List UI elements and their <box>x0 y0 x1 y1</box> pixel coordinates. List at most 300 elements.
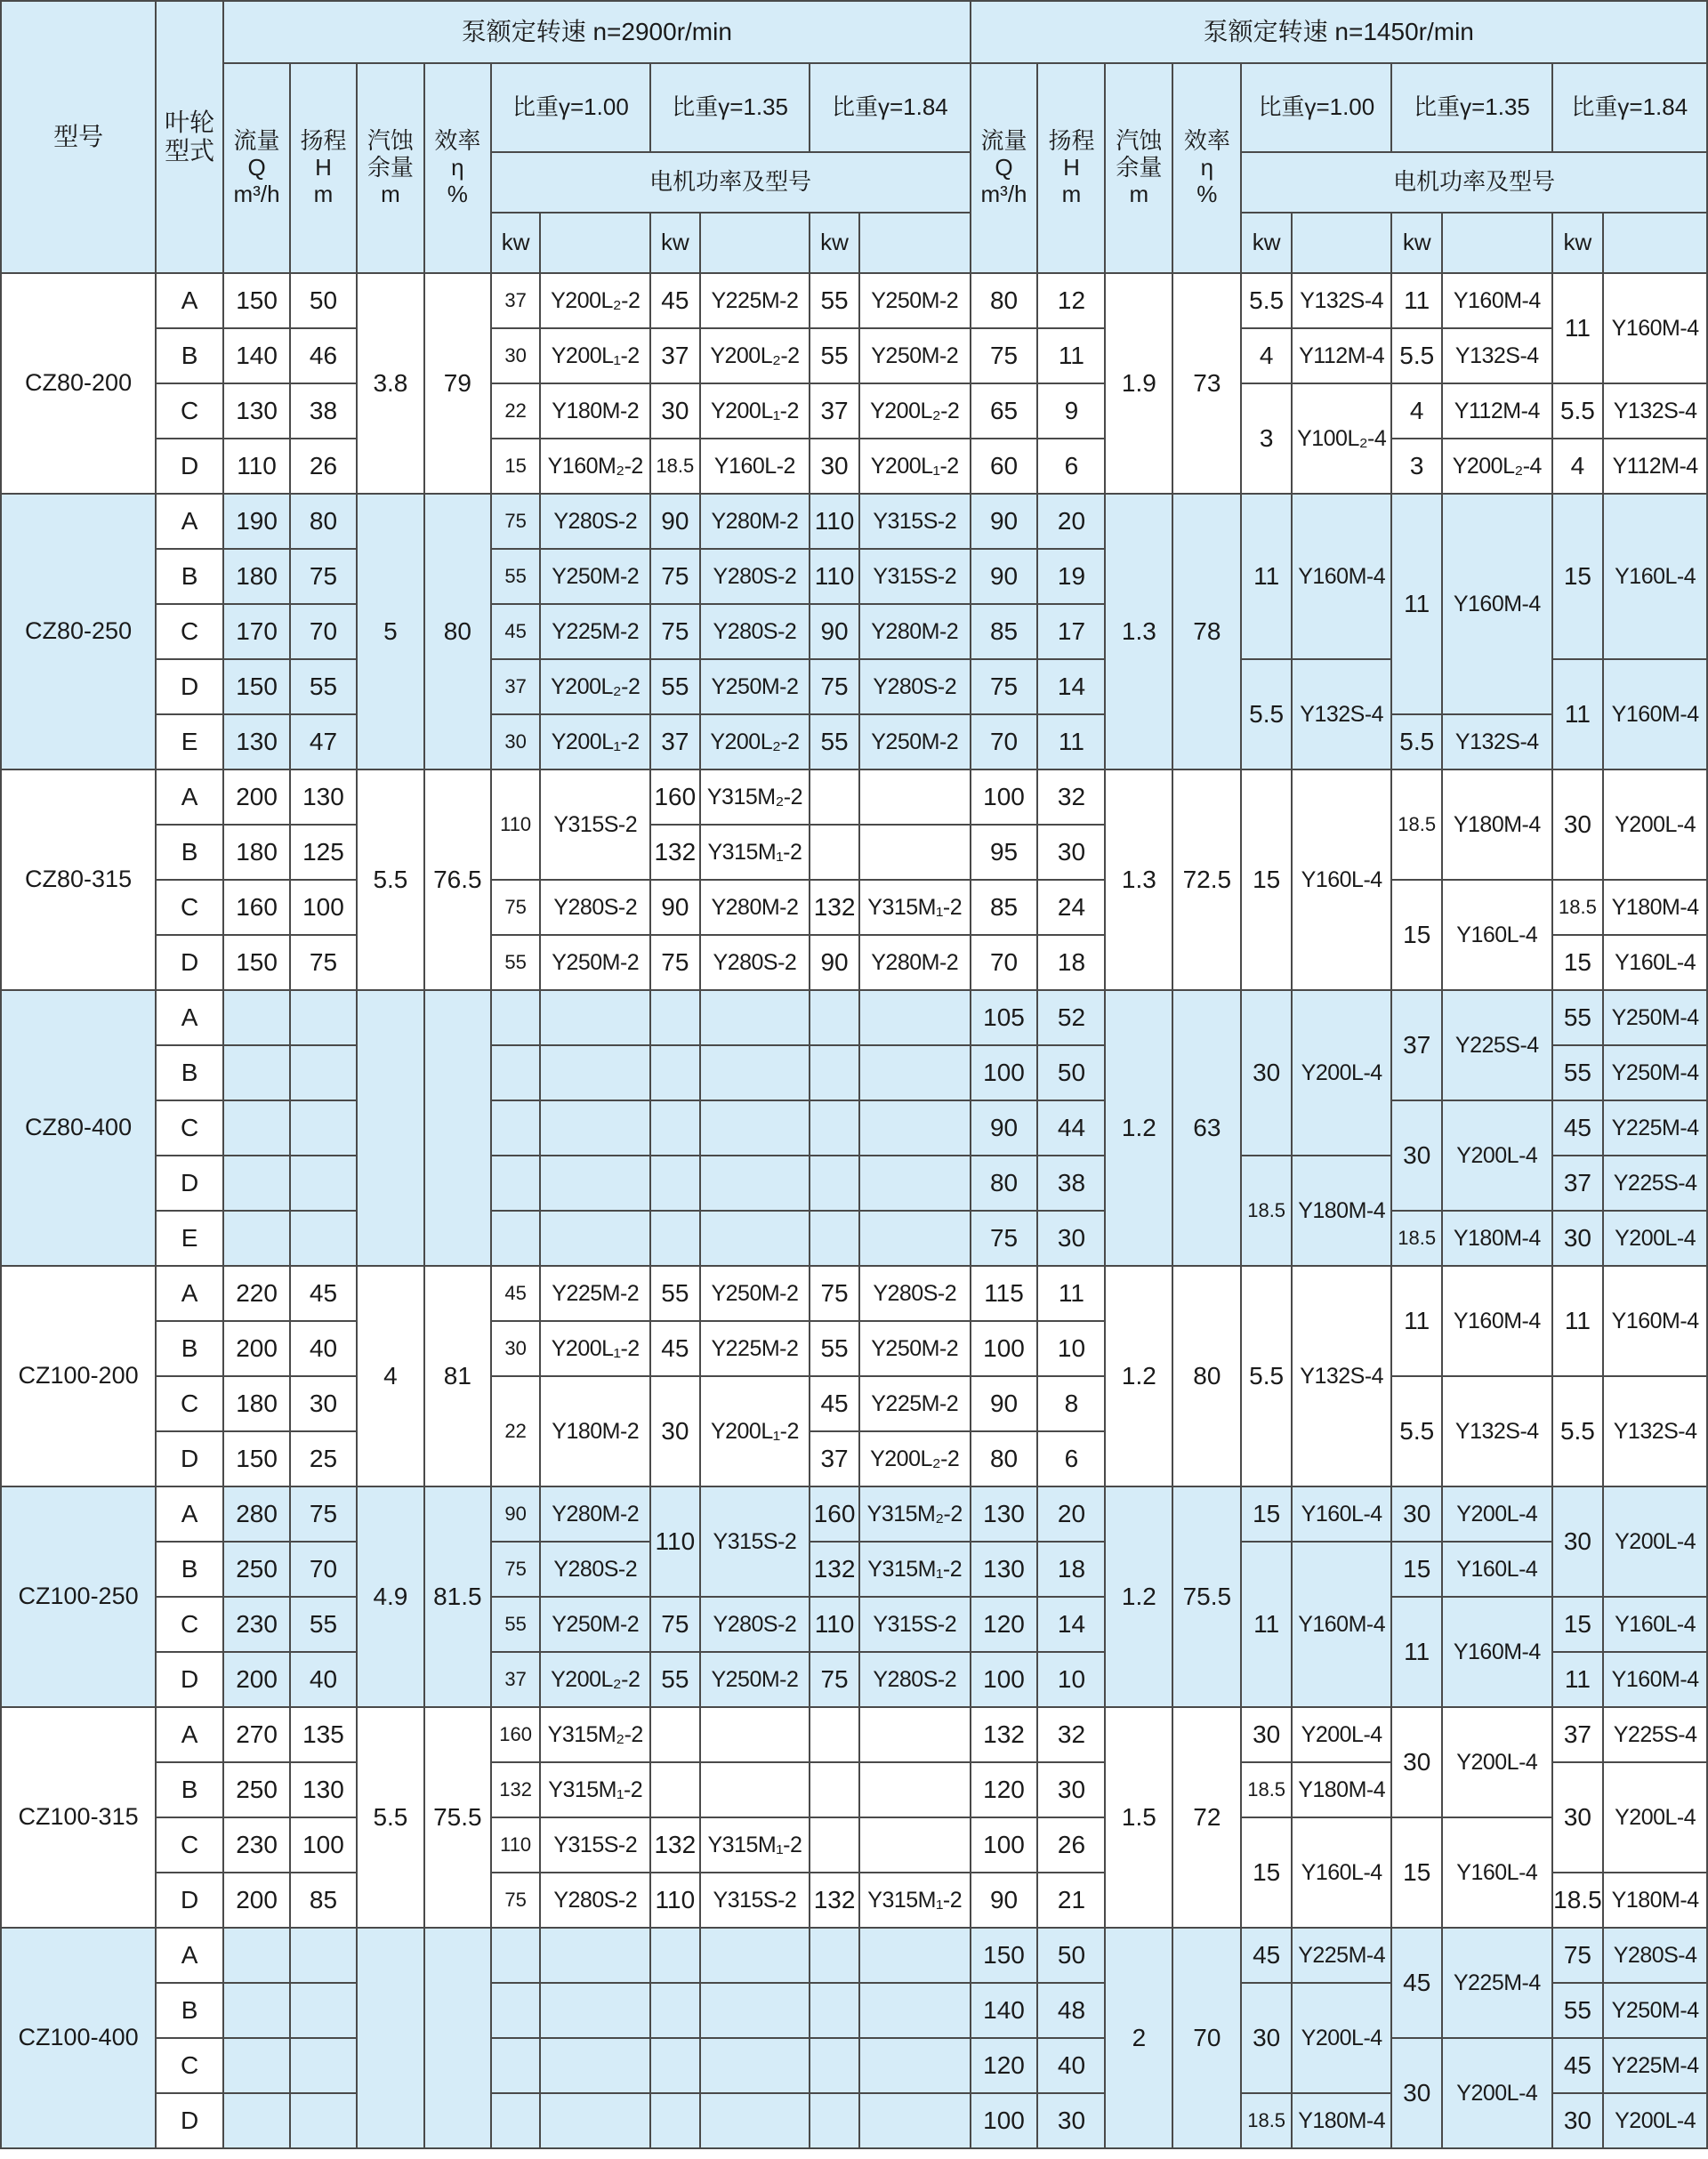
table-cell: 230 <box>223 1817 290 1873</box>
table-cell: 30 <box>491 714 541 769</box>
table-cell <box>859 1762 971 1817</box>
table-cell: D <box>156 1652 223 1707</box>
table-cell: 45 <box>810 1376 859 1431</box>
table-cell: 105 <box>971 990 1038 1045</box>
table-cell: Y250M-2 <box>700 1266 810 1321</box>
header-impeller-type: 叶轮 型式 <box>156 1 223 273</box>
table-cell: Y250M-2 <box>700 1652 810 1707</box>
table-cell: D <box>156 1873 223 1928</box>
table-cell: 75 <box>290 549 357 604</box>
header-motor: 电机功率及型号 <box>491 152 971 213</box>
table-cell: Y280M-2 <box>859 935 971 990</box>
table-cell: 130 <box>290 1762 357 1817</box>
table-cell: 18.5 <box>1241 2093 1292 2148</box>
table-cell: B <box>156 1983 223 2038</box>
table-cell: 55 <box>810 714 859 769</box>
table-cell: 150 <box>971 1928 1038 1983</box>
table-cell: 11 <box>1241 1542 1292 1707</box>
table-cell: Y180M-4 <box>1603 1873 1707 1928</box>
table-cell: Y160L-4 <box>1603 1597 1707 1652</box>
table-cell: 132 <box>810 880 859 935</box>
table-cell <box>700 1045 810 1100</box>
table-cell: 100 <box>971 1321 1038 1376</box>
table-cell: 1.3 <box>1105 769 1172 990</box>
table-cell: 4 <box>1552 439 1604 494</box>
table-cell: 75.5 <box>424 1707 491 1928</box>
table-cell: 90 <box>971 1100 1038 1156</box>
table-cell: Y280S-2 <box>540 494 650 549</box>
model-cell: CZ100-400 <box>1 1928 156 2148</box>
table-cell <box>491 1211 541 1266</box>
table-cell: 75 <box>290 935 357 990</box>
table-cell: 2 <box>1105 1928 1172 2148</box>
table-cell: Y225M-2 <box>859 1376 971 1431</box>
table-cell: 90 <box>971 494 1038 549</box>
table-cell: 55 <box>1552 990 1604 1045</box>
table-row <box>1 1486 1707 1542</box>
table-cell: 40 <box>1037 2038 1105 2093</box>
table-cell: 30 <box>1552 769 1604 880</box>
table-cell: 250 <box>223 1762 290 1817</box>
table-cell: 6 <box>1037 1431 1105 1486</box>
table-cell: 45 <box>1552 2038 1604 2093</box>
table-cell: 90 <box>971 1873 1038 1928</box>
table-cell: 70 <box>971 935 1038 990</box>
table-cell: 37 <box>650 328 700 383</box>
table-cell <box>491 1045 541 1100</box>
table-cell <box>223 2038 290 2093</box>
header-kw: kw <box>1241 213 1292 273</box>
table-cell: 5.5 <box>1241 659 1292 769</box>
table-cell: 110 <box>223 439 290 494</box>
table-cell: 3 <box>1391 439 1442 494</box>
table-cell: 30 <box>1037 2093 1105 2148</box>
table-cell: Y280S-2 <box>700 549 810 604</box>
table-cell: Y280M-2 <box>540 1486 650 1542</box>
table-cell: Y200L-4 <box>1292 1983 1391 2093</box>
table-cell: 63 <box>1172 990 1241 1266</box>
table-cell: 90 <box>971 1376 1038 1431</box>
table-cell <box>650 1211 700 1266</box>
table-cell: 81.5 <box>424 1486 491 1707</box>
table-cell: Y315M₂-2 <box>540 1707 650 1762</box>
table-row <box>1 990 1707 1045</box>
table-cell: 80 <box>971 1431 1038 1486</box>
table-cell: A <box>156 273 223 328</box>
group-cz100-400 <box>1 1928 1707 2148</box>
table-cell: Y200L₂-2 <box>700 714 810 769</box>
table-cell: Y200L-4 <box>1442 1486 1552 1542</box>
table-cell: 120 <box>971 2038 1038 2093</box>
table-cell <box>859 1045 971 1100</box>
table-cell: 45 <box>1391 1928 1442 2038</box>
table-cell: Y225M-2 <box>540 604 650 659</box>
table-cell: 9 <box>1037 383 1105 439</box>
table-cell: Y315S-2 <box>859 494 971 549</box>
table-cell: 20 <box>1037 1486 1105 1542</box>
table-cell <box>859 990 971 1045</box>
table-cell: Y160M-4 <box>1292 1542 1391 1707</box>
table-cell: 180 <box>223 1376 290 1431</box>
table-cell: 75 <box>650 935 700 990</box>
table-cell: Y315M₁-2 <box>700 1817 810 1873</box>
table-cell: 75 <box>1552 1928 1604 1983</box>
table-cell: 11 <box>1037 714 1105 769</box>
table-cell: 18.5 <box>1241 1762 1292 1817</box>
table-cell: 55 <box>491 935 541 990</box>
table-cell: 47 <box>290 714 357 769</box>
table-row <box>1 494 1707 549</box>
table-cell: 5.5 <box>1391 1376 1442 1486</box>
table-cell: 45 <box>290 1266 357 1321</box>
table-cell: A <box>156 1486 223 1542</box>
table-cell: 200 <box>223 1321 290 1376</box>
table-cell: 37 <box>810 1431 859 1486</box>
table-cell: Y112M-4 <box>1442 383 1552 439</box>
table-cell: Y280M-2 <box>700 494 810 549</box>
header-motor: 电机功率及型号 <box>1241 152 1707 213</box>
table-cell: 50 <box>1037 1928 1105 1983</box>
table-cell: Y280S-2 <box>859 1652 971 1707</box>
table-cell: Y225M-2 <box>700 1321 810 1376</box>
table-cell: 11 <box>1552 659 1604 769</box>
table-cell: 135 <box>290 1707 357 1762</box>
table-cell: Y250M-2 <box>859 273 971 328</box>
table-cell: 11 <box>1391 494 1442 714</box>
table-cell: 75 <box>810 659 859 714</box>
table-cell <box>290 1211 357 1266</box>
table-cell: 160 <box>650 769 700 825</box>
table-cell: Y315M₂-2 <box>700 769 810 825</box>
table-cell: Y180M-4 <box>1603 880 1707 935</box>
table-row <box>1 1376 1707 1431</box>
header-kw: kw <box>650 213 700 273</box>
table-cell <box>357 1928 424 2148</box>
table-cell <box>810 1211 859 1266</box>
table-cell: Y160M-4 <box>1603 1266 1707 1376</box>
table-cell <box>650 1100 700 1156</box>
table-cell: 55 <box>650 1266 700 1321</box>
table-cell: Y200L₂-2 <box>859 383 971 439</box>
table-cell: 160 <box>491 1707 541 1762</box>
header-sg-1-35: 比重γ=1.35 <box>1391 63 1551 152</box>
table-cell: 1.2 <box>1105 1266 1172 1486</box>
table-cell: 150 <box>223 1431 290 1486</box>
table-cell: 37 <box>810 383 859 439</box>
table-cell: Y160L-2 <box>700 439 810 494</box>
table-cell: 100 <box>971 1652 1038 1707</box>
table-cell: Y315S-2 <box>859 1597 971 1652</box>
table-cell: 75 <box>491 494 541 549</box>
table-cell: 19 <box>1037 549 1105 604</box>
table-cell: 11 <box>1552 1652 1604 1707</box>
table-row <box>1 769 1707 825</box>
table-cell: 10 <box>1037 1652 1105 1707</box>
table-cell: 100 <box>971 1045 1038 1100</box>
table-cell: 15 <box>1391 880 1442 990</box>
table-cell: 80 <box>971 273 1038 328</box>
table-cell: Y160M-4 <box>1442 1266 1552 1376</box>
table-cell: 230 <box>223 1597 290 1652</box>
table-cell <box>650 990 700 1045</box>
table-cell: 75 <box>491 1542 541 1597</box>
table-cell: 75 <box>650 1597 700 1652</box>
group-cz100-200 <box>1 1266 1707 1486</box>
table-cell: Y160M-4 <box>1442 273 1552 328</box>
table-cell: Y160L-4 <box>1442 1817 1552 1928</box>
table-cell: 8 <box>1037 1376 1105 1431</box>
table-cell: 100 <box>971 2093 1038 2148</box>
table-row <box>1 1211 1707 1266</box>
table-cell: Y200L₂-2 <box>859 1431 971 1486</box>
table-cell: Y315S-2 <box>700 1873 810 1928</box>
table-cell: D <box>156 2093 223 2148</box>
table-cell: C <box>156 1376 223 1431</box>
header-efficiency: 效率 η % <box>424 63 491 273</box>
table-cell: 70 <box>1172 1928 1241 2148</box>
table-cell <box>810 1156 859 1211</box>
table-cell <box>700 1707 810 1762</box>
table-cell: Y250M-2 <box>540 549 650 604</box>
table-cell: 75 <box>290 1486 357 1542</box>
table-row <box>1 880 1707 935</box>
table-cell: 132 <box>650 825 700 880</box>
table-cell: C <box>156 880 223 935</box>
table-cell: 125 <box>290 825 357 880</box>
table-cell: Y200L₂-2 <box>540 1652 650 1707</box>
table-cell: 30 <box>1241 990 1292 1156</box>
table-cell: 30 <box>810 439 859 494</box>
table-row <box>1 273 1707 328</box>
table-cell <box>859 769 971 825</box>
table-cell: Y225S-4 <box>1603 1707 1707 1762</box>
table-cell <box>223 1211 290 1266</box>
table-cell: 30 <box>1037 825 1105 880</box>
table-cell <box>810 1707 859 1762</box>
table-cell: 15 <box>1552 494 1604 659</box>
table-cell: 18.5 <box>1241 1156 1292 1266</box>
table-cell: Y200L-4 <box>1603 1211 1707 1266</box>
table-cell <box>491 1100 541 1156</box>
table-cell: 55 <box>1552 1983 1604 2038</box>
table-cell: 30 <box>1241 1983 1292 2093</box>
table-cell: 70 <box>971 714 1038 769</box>
table-cell <box>700 2093 810 2148</box>
table-cell: 110 <box>491 1817 541 1873</box>
table-cell: 11 <box>1391 1266 1442 1376</box>
table-cell <box>859 1707 971 1762</box>
table-row <box>1 1542 1707 1597</box>
table-cell <box>810 990 859 1045</box>
table-cell: Y200L-4 <box>1603 1486 1707 1597</box>
table-row <box>1 1100 1707 1156</box>
table-cell <box>290 2038 357 2093</box>
table-cell <box>290 1045 357 1100</box>
table-cell: 18 <box>1037 1542 1105 1597</box>
header-kw: kw <box>810 213 859 273</box>
table-cell: 75 <box>810 1652 859 1707</box>
table-cell <box>810 1817 859 1873</box>
table-cell <box>491 1983 541 2038</box>
table-cell <box>491 2038 541 2093</box>
table-cell: 110 <box>810 1597 859 1652</box>
table-cell: 180 <box>223 825 290 880</box>
header-kw: kw <box>1552 213 1604 273</box>
table-cell: B <box>156 1542 223 1597</box>
table-cell: Y132S-4 <box>1603 383 1707 439</box>
table-cell <box>700 1983 810 2038</box>
table-cell <box>810 769 859 825</box>
table-cell: 45 <box>491 1266 541 1321</box>
table-cell: 11 <box>1241 494 1292 659</box>
table-cell: 45 <box>491 604 541 659</box>
table-cell: 3.8 <box>357 273 424 494</box>
table-cell: Y315M₁-2 <box>859 1542 971 1597</box>
table-cell: 132 <box>491 1762 541 1817</box>
table-cell <box>650 1928 700 1983</box>
table-cell <box>859 1211 971 1266</box>
table-cell: Y200L-4 <box>1603 2093 1707 2148</box>
table-cell: 170 <box>223 604 290 659</box>
table-cell: Y112M-4 <box>1603 439 1707 494</box>
header-speed-2900: 泵额定转速 n=2900r/min <box>223 1 970 63</box>
table-cell: Y225M-4 <box>1442 1928 1552 2038</box>
table-cell: Y225M-4 <box>1603 1100 1707 1156</box>
header-flow: 流量 Q m³/h <box>223 63 290 273</box>
table-cell: C <box>156 1100 223 1156</box>
table-cell: 1.2 <box>1105 990 1172 1266</box>
table-cell: Y250M-2 <box>859 714 971 769</box>
table-cell: A <box>156 1707 223 1762</box>
table-cell: 26 <box>290 439 357 494</box>
table-cell <box>424 1928 491 2148</box>
table-cell <box>290 2093 357 2148</box>
table-cell: 45 <box>1241 1928 1292 1983</box>
table-cell: C <box>156 1597 223 1652</box>
table-cell: 5.5 <box>1241 1266 1292 1486</box>
table-cell: D <box>156 439 223 494</box>
table-cell: Y200L₁-2 <box>700 383 810 439</box>
table-cell: 150 <box>223 273 290 328</box>
table-cell: 73 <box>1172 273 1241 494</box>
table-cell: 5.5 <box>1241 273 1292 328</box>
table-cell: 50 <box>1037 1045 1105 1100</box>
table-cell: Y280M-2 <box>700 880 810 935</box>
table-cell: 78 <box>1172 494 1241 769</box>
table-cell <box>540 1928 650 1983</box>
table-cell: 115 <box>971 1266 1038 1321</box>
table-cell: 32 <box>1037 1707 1105 1762</box>
table-cell: A <box>156 990 223 1045</box>
table-cell: Y280S-2 <box>700 935 810 990</box>
table-cell: 55 <box>650 659 700 714</box>
table-cell <box>859 2093 971 2148</box>
table-cell <box>700 990 810 1045</box>
table-cell: Y315S-2 <box>540 769 650 880</box>
table-cell <box>357 990 424 1266</box>
group-cz100-250 <box>1 1486 1707 1707</box>
table-cell: 140 <box>223 328 290 383</box>
table-cell: 55 <box>491 1597 541 1652</box>
table-cell: Y160M-4 <box>1292 494 1391 659</box>
table-cell: Y280S-2 <box>859 659 971 714</box>
table-cell: 14 <box>1037 1597 1105 1652</box>
table-cell: Y160L-4 <box>1442 1542 1552 1597</box>
table-cell: 15 <box>1552 1597 1604 1652</box>
table-cell: Y200L₁-2 <box>540 1321 650 1376</box>
table-cell: 100 <box>971 1817 1038 1873</box>
table-cell <box>650 1707 700 1762</box>
table-cell: 30 <box>650 383 700 439</box>
table-cell <box>810 825 859 880</box>
table-cell: A <box>156 494 223 549</box>
table-cell: 280 <box>223 1486 290 1542</box>
table-row <box>1 714 1707 769</box>
header-kw: kw <box>491 213 541 273</box>
table-cell: 5.5 <box>1391 714 1442 769</box>
header-sg-1-84: 比重γ=1.84 <box>810 63 970 152</box>
table-cell <box>223 1156 290 1211</box>
table-cell: 76.5 <box>424 769 491 990</box>
table-cell: Y200L₁-2 <box>540 714 650 769</box>
table-cell: 75 <box>971 1211 1038 1266</box>
table-cell: 38 <box>1037 1156 1105 1211</box>
table-cell: Y112M-4 <box>1292 328 1391 383</box>
table-cell: 90 <box>491 1486 541 1542</box>
table-cell: 30 <box>1552 1486 1604 1597</box>
table-cell: 132 <box>810 1542 859 1597</box>
table-cell: 37 <box>491 1652 541 1707</box>
table-cell: Y225M-4 <box>1292 1928 1391 1983</box>
table-cell <box>424 990 491 1266</box>
table-cell: 60 <box>971 439 1038 494</box>
table-cell <box>540 990 650 1045</box>
table-cell <box>859 1156 971 1211</box>
table-cell: 55 <box>810 273 859 328</box>
table-cell: Y200L₁-2 <box>700 1376 810 1486</box>
table-cell: Y280S-2 <box>540 880 650 935</box>
table-cell: 55 <box>491 549 541 604</box>
table-cell <box>859 1100 971 1156</box>
table-cell <box>859 1983 971 2038</box>
table-cell: 110 <box>810 549 859 604</box>
table-cell: Y200L₁-2 <box>540 328 650 383</box>
table-cell: 11 <box>1552 1266 1604 1376</box>
table-row <box>1 1707 1707 1762</box>
table-cell: 80 <box>1172 1266 1241 1486</box>
table-cell: Y200L-4 <box>1603 769 1707 880</box>
table-cell: 130 <box>290 769 357 825</box>
table-cell: 75 <box>650 604 700 659</box>
table-cell: 130 <box>971 1486 1038 1542</box>
table-cell: 22 <box>491 383 541 439</box>
table-cell: 130 <box>223 383 290 439</box>
table-cell: 11 <box>1391 273 1442 328</box>
table-cell: 14 <box>1037 659 1105 714</box>
table-cell: 5.5 <box>1552 383 1604 439</box>
table-cell: B <box>156 1762 223 1817</box>
table-cell: Y180M-4 <box>1442 1211 1552 1266</box>
table-cell <box>540 1156 650 1211</box>
table-cell: D <box>156 935 223 990</box>
model-cell: CZ80-315 <box>1 769 156 990</box>
table-cell: 75 <box>810 1266 859 1321</box>
table-cell: Y315M₁-2 <box>700 825 810 880</box>
table-cell: 4 <box>1241 328 1292 383</box>
table-cell <box>540 1211 650 1266</box>
table-cell: Y200L-4 <box>1442 1707 1552 1817</box>
table-cell: Y180M-4 <box>1292 1762 1391 1817</box>
